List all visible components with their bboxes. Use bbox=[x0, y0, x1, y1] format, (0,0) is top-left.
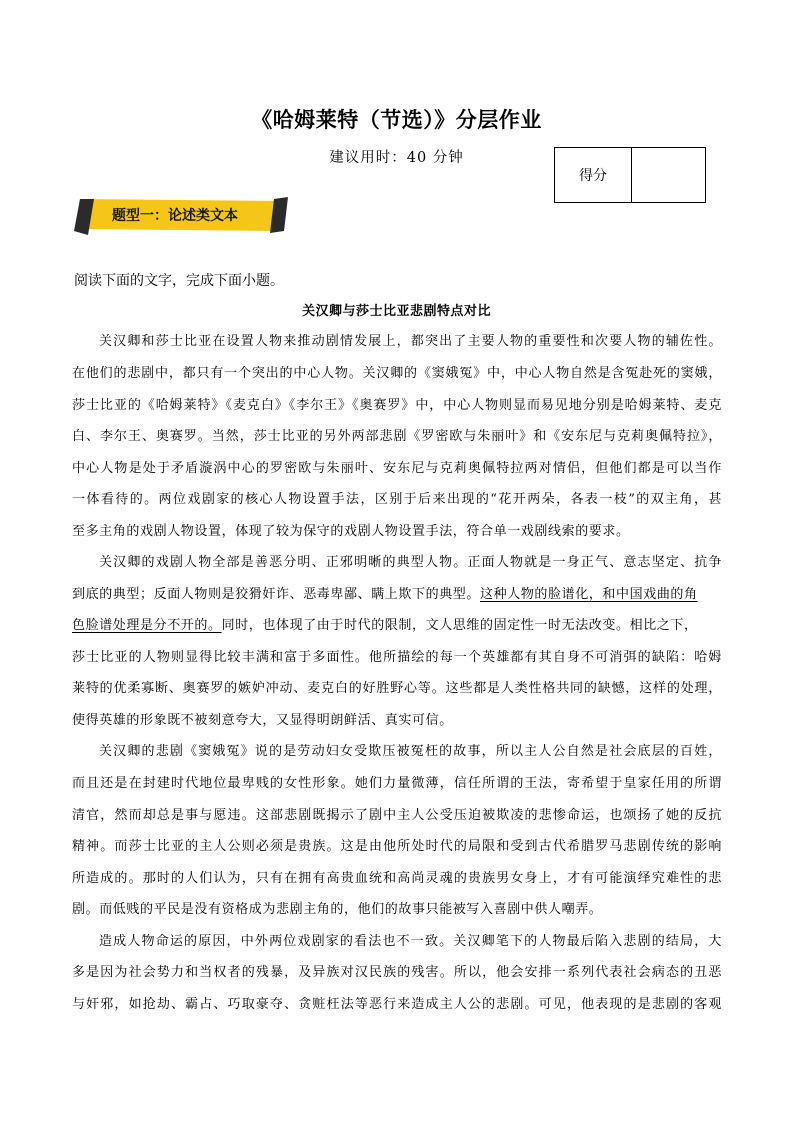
paragraph-line: 一体看待的。两位戏剧家的核心人物设置手法，区别于后来出现的“花开两朵，各表一枝”的双主角，甚 bbox=[72, 492, 722, 507]
paragraph-line: 使得英雄的形象既不被刻意夸大，又显得明朗鲜活、真实可信。 bbox=[72, 713, 453, 728]
paragraph-line: 莎士比亚的人物则显得比较丰满和富于多面性。他所描绘的每一个英雄都有其自身不可消弭的缺陷：哈姆 bbox=[72, 650, 722, 665]
underlined-text: 这种人物的脸谱化，和中国戏曲的角 bbox=[480, 587, 698, 602]
section-banner bbox=[74, 195, 290, 235]
instruction-text: 阅读下面的文字，完成下面小题。 bbox=[74, 273, 284, 289]
paragraph-line: 关汉卿和莎士比亚在设置人物来推动剧情发展上，都突出了主要人物的重要性和次要人物的辅佐性。 bbox=[99, 334, 722, 349]
paragraph-line: 在他们的悲剧中，都只有一个突出的中心人物。关汉卿的《窦娥冤》中，中心人物自然是含冤赴死的窦娥， bbox=[72, 366, 722, 381]
underlined-text: 色脸谱处理是分不开的。 bbox=[72, 618, 222, 633]
paragraph-line: 而且还是在封建时代地位最卑贱的女性形象。她们力量微薄，信任所谓的王法，寄希望于皇家任用的所谓 bbox=[72, 776, 722, 791]
paragraph-line: 中心人物是处于矛盾漩涡中心的罗密欧与朱丽叶、安东尼与克莉奥佩特拉两对情侣，但他们都是可以当作 bbox=[72, 461, 722, 476]
paragraph-line: 莱特的优柔寡断、奥赛罗的嫉妒冲动、麦克白的好胜野心等。这些都是人类性格共同的缺憾，这样的处理， bbox=[72, 681, 722, 696]
suggested-time: 建议用时：40 分钟 bbox=[329, 150, 464, 166]
paragraph-line: 多是因为社会势力和当权者的残暴，及异族对汉民族的残害。所以，他会安排一系列代表社会病态的丑恶 bbox=[72, 965, 722, 980]
score-label: 得分 bbox=[555, 148, 632, 202]
paragraph-line bbox=[72, 618, 722, 634]
paragraph-line: 至多主角的戏剧人物设置，体现了较为保守的戏剧人物设置手法，符合单一戏剧线索的要求。 bbox=[72, 524, 630, 539]
paragraph-line: 剧。而低贱的平民是没有资格成为悲剧主角的，他们的故事只能被写入喜剧中供人嘲弄。 bbox=[72, 902, 603, 917]
paragraph-line: 与奸邪，如抢劫、霸占、巧取豪夺、贪赃枉法等恶行来造成主人公的悲剧。可见，他表现的是悲剧的客观 bbox=[72, 997, 722, 1012]
article-title: 关汉卿与莎士比亚悲剧特点对比 bbox=[301, 304, 491, 319]
paragraph-line: 关汉卿的悲剧《窦娥冤》说的是劳动妇女受欺压被冤枉的故事，所以主人公自然是社会底层的百姓， bbox=[99, 744, 722, 759]
line-text: 同时，也体现了由于时代的限制，文人思维的固定性一时无法改变。相比之下， bbox=[221, 618, 698, 633]
section-heading: 题型一：论述类文本 bbox=[112, 208, 238, 224]
paragraph-line: 造成人物命运的原因，中外两位戏剧家的看法也不一致。关汉卿笔下的人物最后陷入悲剧的结局，大 bbox=[99, 934, 722, 949]
paragraph-line: 莎士比亚的《哈姆莱特》《麦克白》《李尔王》《奥赛罗》中，中心人物则显而易见地分别是哈姆莱特、麦克 bbox=[72, 398, 722, 413]
paragraph-line: 所造成的。那时的人们认为，只有在拥有高贵血统和高尚灵魂的贵族男女身上，才有可能演绎究难性的悲 bbox=[72, 871, 722, 886]
score-table bbox=[554, 147, 706, 203]
paragraph-line: 精神。而莎士比亚的主人公则必须是贵族。这是由他所处时代的局限和受到古代希腊罗马悲剧传统的影响 bbox=[72, 839, 722, 854]
score-value-cell bbox=[632, 148, 705, 202]
paragraph-line: 清官，然而却总是事与愿违。这部悲剧既揭示了剧中主人公受压迫被欺凌的悲惨命运，也颂扬了她的反抗 bbox=[72, 808, 722, 823]
page-title: 《哈姆莱特（节选）》分层作业 bbox=[251, 108, 542, 132]
paragraph-line: 白、李尔王、奥赛罗。当然，莎士比亚的另外两部悲剧《罗密欧与朱丽叶》和《安东尼与克莉奥佩特拉》， bbox=[72, 429, 722, 444]
paragraph-line: 关汉卿的戏剧人物全部是善恶分明、正邪明晰的典型人物。正面人物就是一身正气、意志坚定、抗争 bbox=[99, 555, 722, 570]
paragraph-line bbox=[72, 587, 722, 603]
line-text: 到底的典型；反面人物则是狡猾奸诈、恶毒卑鄙、瞒上欺下的典型。 bbox=[72, 587, 481, 602]
